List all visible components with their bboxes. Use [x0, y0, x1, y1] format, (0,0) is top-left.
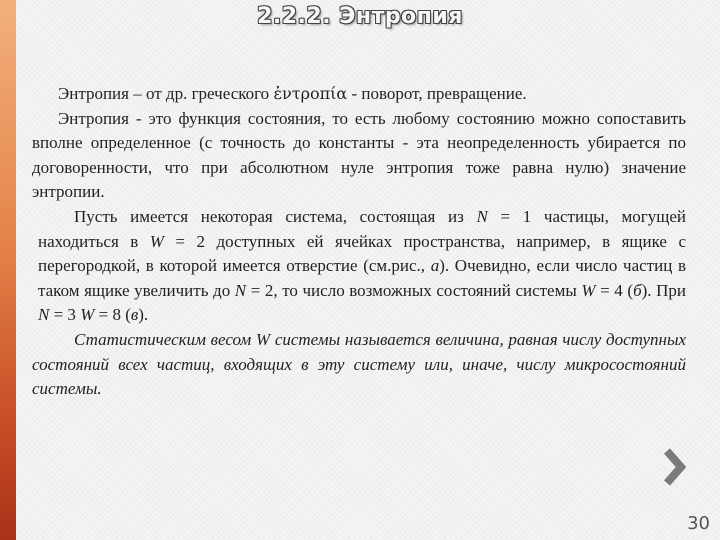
paragraph-etymology [32, 82, 686, 107]
example-text: = 2, то число возможных состояний системы [246, 280, 582, 300]
example-text: = 3 [49, 305, 81, 325]
example-text: ). При [641, 280, 686, 300]
variable-n: N [38, 305, 50, 325]
paragraph-example [32, 205, 686, 328]
etymology-rest: - поворот, превращение. [347, 84, 527, 103]
variable-n: N [234, 280, 247, 300]
figure-label-a: а [430, 256, 440, 276]
paragraph-state-function: Энтропия - это функция состояния, то есть любому состоянию можно сопоставить вполне определенное (с точность до константы - эта неопределенность убирается по договоренности, что при абсолютном нуле энтропия тоже равна нулю) значение энтропии. [32, 108, 686, 202]
variable-w: W [255, 329, 271, 349]
example-text: = 1 частицы, могущей находиться в [38, 206, 686, 251]
accent-side-bar [0, 0, 16, 540]
definition-text: системы называется величина, равная числу доступных состояний всех частиц, входящих в эту систему или, иначе, числу микросостояний системы. [32, 329, 687, 399]
figure-label-b: б [633, 280, 642, 300]
definition-text: Статистическим весом [74, 329, 256, 349]
slide-body [32, 82, 686, 402]
example-text: Пусть имеется некоторая система, состоящая из [74, 206, 477, 226]
page-number: 30 [687, 513, 710, 534]
chevron-right-icon[interactable] [662, 447, 688, 487]
example-text: ). Очевидно, если число частиц в таком ящике увеличить до [38, 256, 686, 300]
etymology-lead: Энтропия – от др. греческого [58, 84, 274, 103]
variable-w: W [80, 305, 95, 325]
example-text: ). [138, 305, 149, 325]
example-text: = 4 ( [595, 280, 634, 300]
example-text: = 2 доступных ей ячейках пространства, например, в ящике с перегородкой, в которой имеется отверстие (см.рис., [38, 231, 686, 276]
variable-w: W [581, 280, 596, 300]
greek-word: ἐντροπία [273, 84, 348, 103]
variable-w: W [149, 231, 164, 251]
slide-title: 2.2.2. Энтропия [257, 4, 463, 29]
example-text: = 8 ( [94, 305, 131, 325]
variable-n: N [476, 206, 488, 226]
figure-label-v: в [130, 305, 139, 325]
paragraph-statistical-weight [32, 328, 686, 402]
